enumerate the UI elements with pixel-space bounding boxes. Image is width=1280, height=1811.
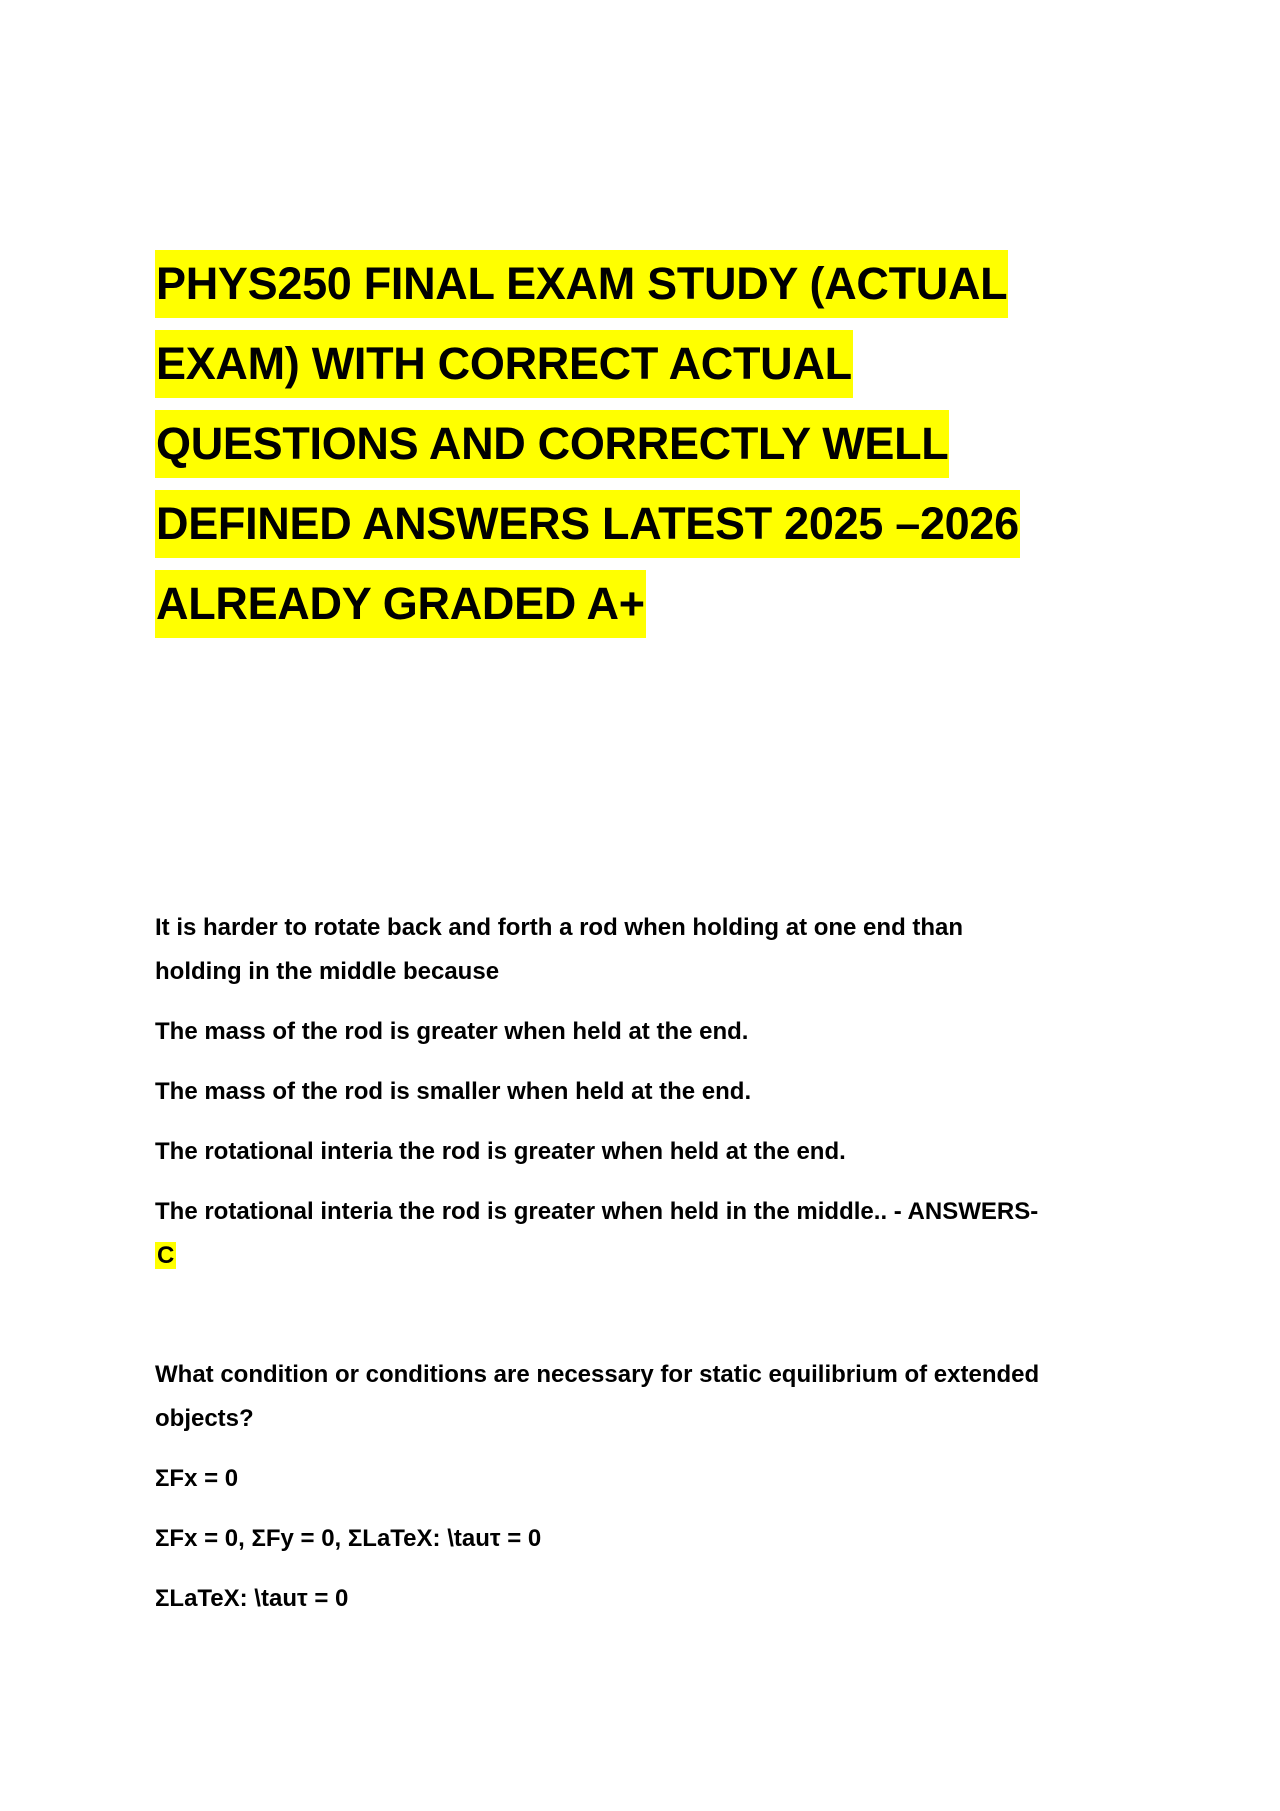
question-prompt: It is harder to rotate back and forth a rod when holding at one end than [155, 914, 964, 941]
answer-option: The mass of the rod is smaller when held at the end. [155, 1078, 752, 1105]
question-prompt: What condition or conditions are necessary for static equilibrium of extended [155, 1361, 1040, 1388]
answer-option: ΣFx = 0, ΣFy = 0, ΣLaTeX: \tauτ = 0 [155, 1525, 542, 1552]
question-prompt: holding in the middle because [155, 958, 500, 985]
title-line: QUESTIONS AND CORRECTLY WELL [155, 410, 949, 478]
question-prompt: objects? [155, 1405, 254, 1432]
document-title [155, 250, 1115, 650]
question-1 [155, 906, 1145, 1278]
correct-answer [155, 1234, 1145, 1278]
title-line: DEFINED ANSWERS LATEST 2025 –2026 [155, 490, 1020, 558]
answer-option: ΣLaTeX: \tauτ = 0 [155, 1585, 349, 1612]
answer-option: The rotational interia the rod is greater when held at the end. [155, 1138, 846, 1165]
answer-option: The mass of the rod is greater when held at the end. [155, 1018, 749, 1045]
title-line: EXAM) WITH CORRECT ACTUAL [155, 330, 853, 398]
title-line: PHYS250 FINAL EXAM STUDY (ACTUAL [155, 250, 1008, 318]
answer-option: The rotational interia the rod is greater when held in the middle.. - ANSWERS- [155, 1198, 1039, 1225]
answer-option: ΣFx = 0 [155, 1465, 239, 1492]
question-2 [155, 1353, 1145, 1621]
answer-highlight: C [157, 1242, 175, 1269]
title-line: ALREADY GRADED A+ [155, 570, 646, 638]
